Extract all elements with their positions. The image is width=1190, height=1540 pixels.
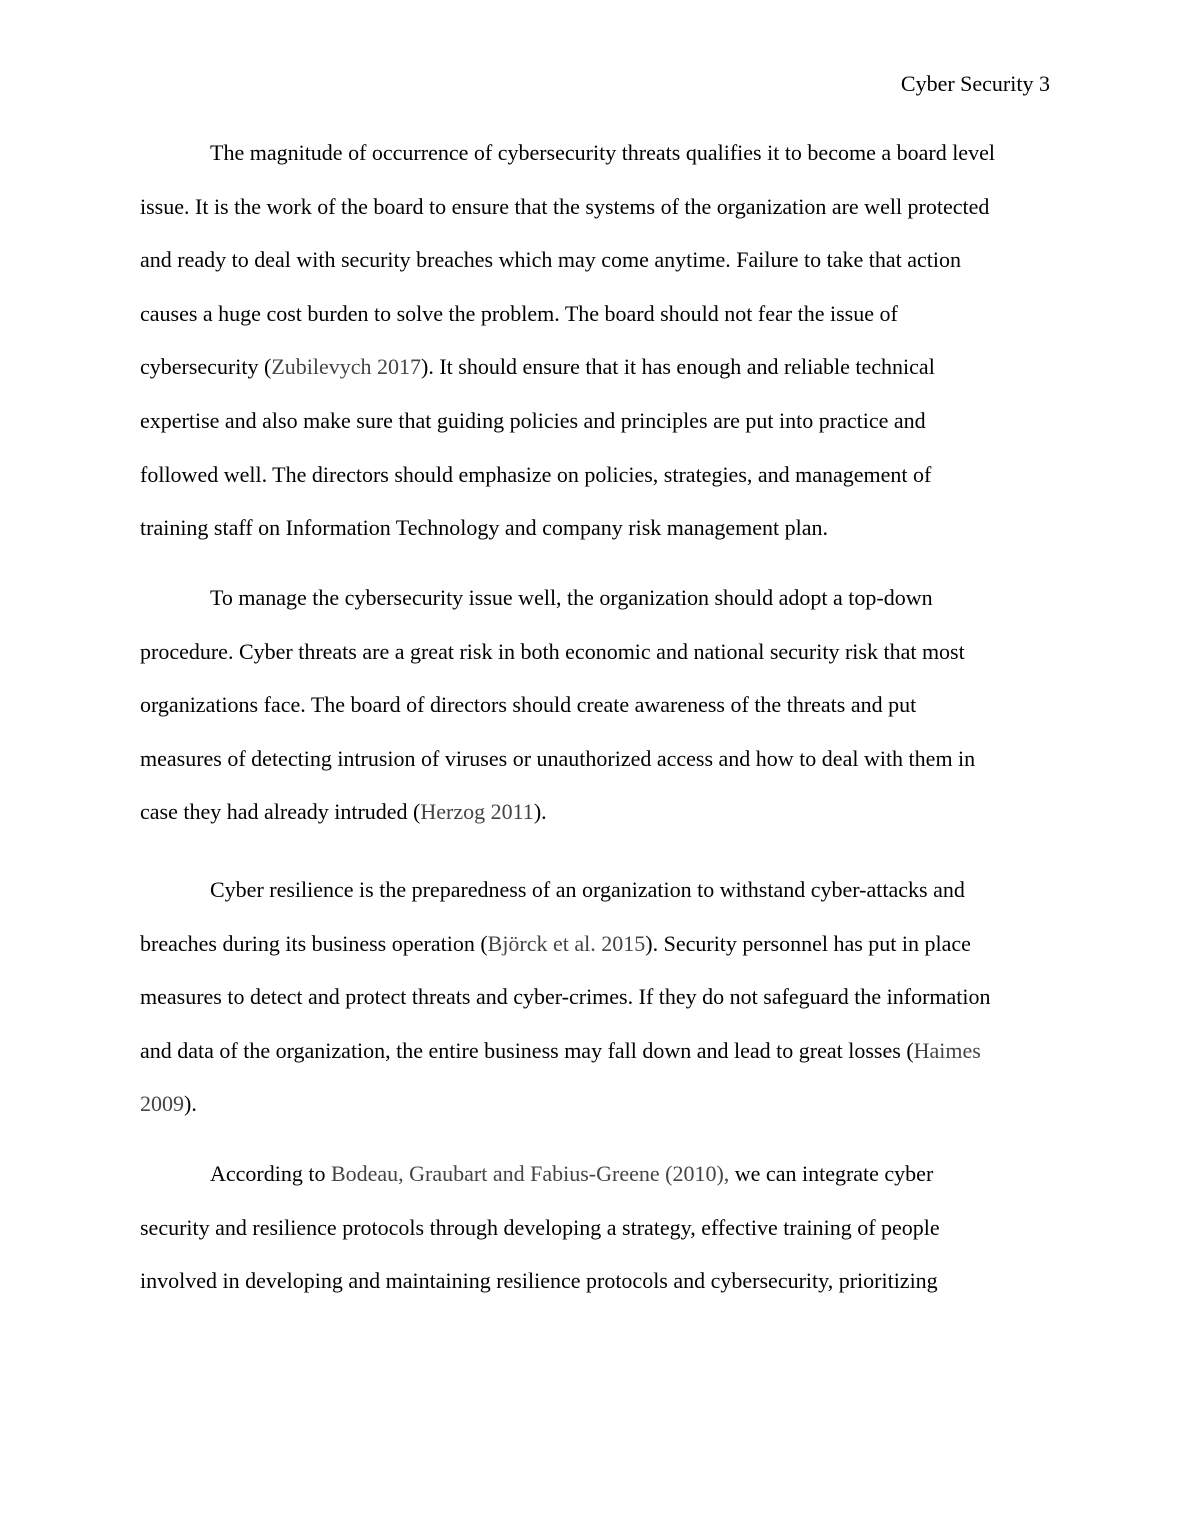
citation: Herzog 2011 [420,799,534,825]
paragraph-top-down-procedure [140,571,1050,839]
running-head: Cyber Security 3 [900,71,1050,96]
citation: Zubilevych 2017 [271,354,422,380]
text-run: we can integrate cyber [729,1161,934,1186]
text-line: procedure. Cyber threats are a great risk in both economic and national security risk that most [140,638,965,664]
text-line: issue. It is the work of the board to ensure that the systems of the organization are well protected [140,193,990,219]
paragraph-board-level-issue [140,126,1050,555]
citation: 2009 [140,1091,184,1117]
text-line: training staff on Information Technology and company risk management plan. [140,515,829,541]
text-line [140,1024,1050,1078]
text-line: security and resilience protocols through developing a strategy, effective training of people [140,1214,940,1240]
text-run: and data of the organization, the entire business may fall down and lead to great losses ( [140,1037,914,1063]
text-run: breaches during its business operation ( [140,930,488,956]
text-line [140,785,1050,839]
text-line: followed well. The directors should emphasize on policies, strategies, and management of [140,461,932,487]
text-run: cybersecurity ( [140,354,272,380]
text-line: organizations face. The board of directors should create awareness of the threats and put [140,692,917,718]
text-line: The magnitude of occurrence of cybersecurity threats qualifies it to become a board level [210,140,995,165]
citation: Haimes [913,1037,981,1063]
citation: Bodeau, Graubart and Fabius-Greene (2010), [330,1161,730,1186]
text-run: ). It should ensure that it has enough and reliable technical [421,354,935,380]
text-line [140,1077,1050,1131]
text-run: case they had already intruded ( [140,799,421,825]
text-run: According to [210,1161,331,1186]
text-line: To manage the cybersecurity issue well, the organization should adopt a top-down [210,585,933,610]
text-line: Cyber resilience is the preparedness of an organization to withstand cyber-attacks and [210,877,965,902]
text-line: measures of detecting intrusion of viruses or unauthorized access and how to deal with them in [140,745,976,771]
paragraph-cyber-resilience [140,863,1050,1131]
text-run: ). [184,1091,197,1117]
citation: Björck et al. 2015 [487,930,646,956]
text-line [140,1147,1050,1201]
text-line: causes a huge cost burden to solve the problem. The board should not fear the issue of [140,300,898,326]
text-line: expertise and also make sure that guiding policies and principles are put into practice and [140,407,926,433]
text-line: measures to detect and protect threats and cyber-crimes. If they do not safeguard the information [140,984,991,1010]
text-run: ). [533,799,547,825]
text-line [140,917,1050,971]
text-line: involved in developing and maintaining resilience protocols and cybersecurity, prioritizing [140,1268,938,1294]
text-run: ). Security personnel has put in place [645,930,971,956]
text-line: and ready to deal with security breaches which may come anytime. Failure to take that action [140,247,962,273]
paragraph-integration-protocols [140,1147,1050,1308]
text-line [140,340,1050,394]
